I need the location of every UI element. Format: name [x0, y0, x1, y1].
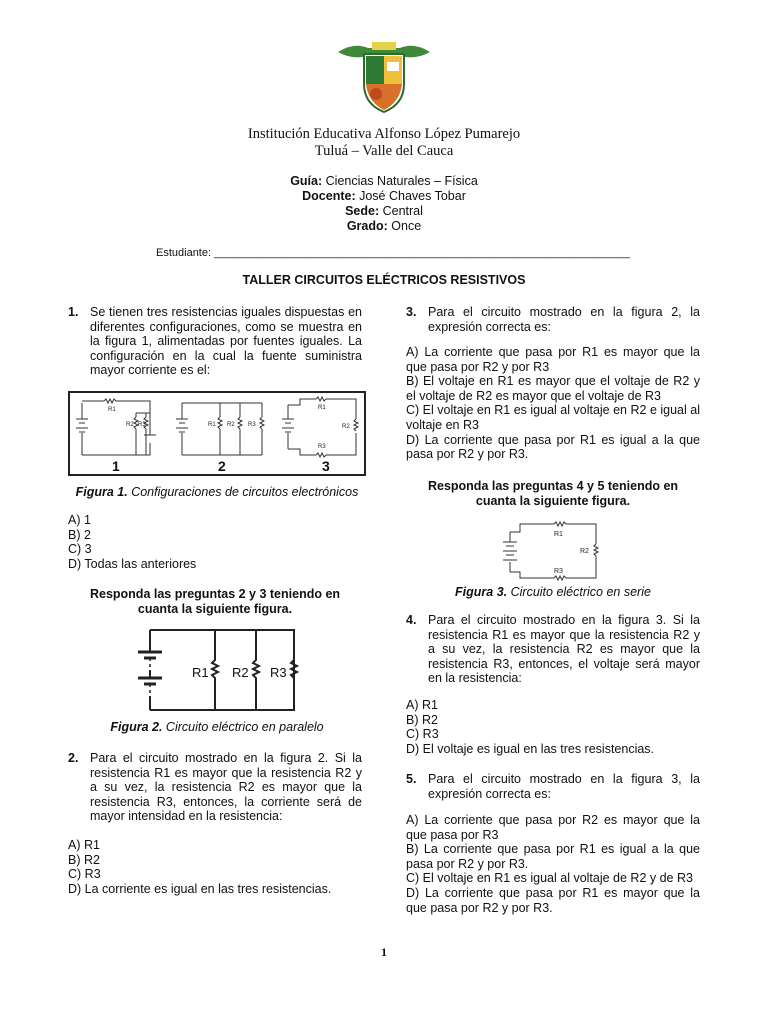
fig1-r1-label: R1 [108, 407, 116, 413]
school-crest-icon [334, 38, 434, 116]
fig1-number-1: 1 [112, 458, 120, 474]
q2-options [68, 838, 331, 896]
q5-option-a[interactable]: A) La corriente que pasa por R2 es mayor que la que pasa por R3 [406, 813, 700, 842]
fig3-r1-label: R1 [554, 531, 563, 538]
q5-option-b[interactable]: B) La corriente que pasa por R1 es igual a la que pasa por R2 y por R3. [406, 842, 700, 871]
svg-text:R2: R2 [227, 422, 235, 428]
q5-option-c[interactable]: C) El voltaje en R1 es igual al voltaje de R2 y de R3 [406, 871, 693, 886]
fig2-r3-label: R3 [270, 665, 287, 680]
svg-text:R1: R1 [208, 422, 216, 428]
docente-line: Docente: José Chaves Tobar [302, 189, 466, 203]
q3-option-c[interactable]: C) El voltaje en R1 es igual al voltaje en R2 e igual al voltaje en R3 [406, 403, 700, 432]
fig3-r2-label: R2 [580, 548, 589, 555]
q3-option-a[interactable]: A) La corriente que pasa por R1 es mayor que la que pasa por R2 y por R3 [406, 345, 700, 374]
svg-text:R3: R3 [138, 422, 146, 428]
q2-option-b[interactable]: B) R2 [68, 852, 100, 867]
figure-3 [496, 518, 606, 582]
q1-option-b[interactable]: B) 2 [68, 527, 91, 542]
q2-option-a[interactable]: A) R1 [68, 838, 100, 852]
q4-option-b[interactable]: B) R2 [406, 712, 438, 727]
figure-1-caption: Figura 1. Configuraciones de circuitos electrónicos [75, 485, 359, 499]
q2-text: Para el circuito mostrado en la figura 2. Si la resistencia R1 es mayor que la resistencia R2 y a su vez, la resistencia R2 es mayor que la resistencia R3, entonces, la corriente será de mayor intensidad en la resistencia: [90, 751, 362, 823]
q1-option-d[interactable]: D) Todas las anteriores [68, 556, 197, 571]
grado-line: Grado: Once [346, 219, 422, 233]
q1-option-a[interactable]: A) 1 [68, 513, 91, 527]
figure-2-caption: Figura 2. Circuito eléctrico en paralelo [110, 720, 324, 734]
figure-1 [68, 391, 366, 476]
q1-option-c[interactable]: C) 3 [68, 542, 92, 557]
q5-options [406, 813, 700, 915]
q4-text: Para el circuito mostrado en la figura 3. Si la resistencia R1 es mayor que la resistencia R2 y a su vez, la resistencia R2 es mayor que la resistencia R3, entonces, el voltaje será mayor en la resistencia: [428, 613, 700, 685]
instructions-q4-q5: Responda las preguntas 4 y 5 teniendo en cuanta la siguiente figura. [427, 479, 679, 508]
figure-2 [120, 624, 300, 714]
q5-number: 5. [406, 772, 417, 786]
svg-text:R1: R1 [318, 405, 326, 411]
q3-option-b[interactable]: B) El voltaje en R1 es mayor que el voltaje de R2 y el voltaje de R2 es mayor que el voltaje de R3 [406, 374, 700, 403]
q5-text: Para el circuito mostrado en la figura 3, la expresión correcta es: [428, 772, 700, 801]
q1-options [68, 513, 196, 571]
q2-option-d[interactable]: D) La corriente es igual en las tres resistencias. [68, 881, 332, 896]
q3-text: Para el circuito mostrado en la figura 2, la expresión correcta es: [428, 305, 700, 334]
q4-option-a[interactable]: A) R1 [406, 698, 438, 712]
svg-text:R3: R3 [318, 444, 326, 450]
q3-options [406, 345, 700, 462]
q3-option-d[interactable]: D) La corriente que pasa por R1 es igual a la que pasa por R2 y por R3. [406, 432, 700, 462]
q5-option-d[interactable]: D) La corriente que pasa por R1 es mayor que la que pasa por R2 y por R3. [406, 885, 700, 915]
fig1-number-2: 2 [218, 458, 226, 474]
q4-option-c[interactable]: C) R3 [406, 727, 439, 742]
svg-text:R2: R2 [126, 422, 134, 428]
instructions-q2-q3: Responda las preguntas 2 y 3 teniendo en cuanta la siguiente figura. [89, 587, 341, 616]
institution-location: Tuluá – Valle del Cauca [314, 143, 454, 159]
fig2-r1-label: R1 [192, 665, 209, 680]
figure-3-caption: Figura 3. Circuito eléctrico en serie [455, 585, 651, 599]
guia-line: Guía: Ciencias Naturales – Física [290, 174, 478, 188]
q1-text: Se tienen tres resistencias iguales dispuestas en diferentes configuraciones, como se muestra en la figura 1, alimentadas por fuentes iguales. La configuración en la cual la fuente suministra mayor corriente es el: [90, 305, 362, 377]
q4-number: 4. [406, 613, 417, 627]
svg-text:R2: R2 [342, 424, 350, 430]
fig2-r2-label: R2 [232, 665, 249, 680]
fig1-number-3: 3 [322, 458, 330, 474]
q3-number: 3. [406, 305, 417, 319]
student-field[interactable]: Estudiante: ____________________________________________________________________ [156, 247, 631, 259]
q4-options [406, 698, 654, 756]
page-number: 1 [381, 945, 387, 959]
q2-number: 2. [68, 751, 79, 765]
q2-option-c[interactable]: C) R3 [68, 867, 101, 882]
sede-line: Sede: Central [345, 204, 423, 218]
svg-text:R3: R3 [248, 422, 256, 428]
fig3-r3-label: R3 [554, 568, 563, 575]
institution-name: Institución Educativa Alfonso López Pumarejo [247, 126, 521, 142]
page-title: TALLER CIRCUITOS ELÉCTRICOS RESISTIVOS [242, 273, 526, 287]
q1-number: 1. [68, 305, 79, 319]
q4-option-d[interactable]: D) El voltaje es igual en las tres resistencias. [406, 741, 655, 756]
